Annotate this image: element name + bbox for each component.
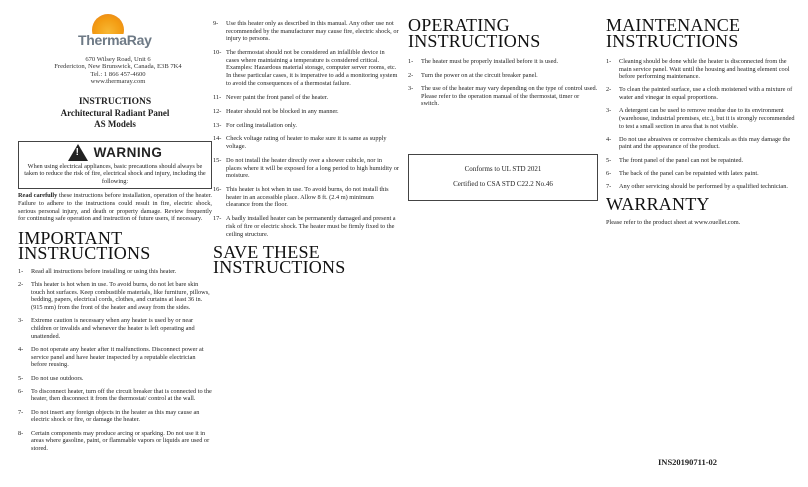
maintenance-list: [606, 58, 796, 191]
column-4: [606, 0, 796, 227]
list-item: 10- The thermostat should not be considered an infallible device in cases where maintaining a temperature is considered critical. Examples: Hazardous material storage, computer server rooms, etc. In these particular cases, it is imperative to add a monitoring system to avoid the consequences of a thermostat failure.: [213, 49, 398, 87]
list-item: 7- Do not insert any foreign objects in the heater as this may cause an electric shock or fire, or damage the heater.: [18, 408, 200, 424]
ul-conformity: Conforms to UL STD 2021: [464, 164, 542, 173]
product-name: Architectural Radiant Panel: [60, 107, 170, 118]
important-instructions-title: IMPORTANT INSTRUCTIONS: [18, 227, 151, 264]
intro-text: these instructions before installation, operation of the heater. Failure to adhere to the instructions could result in fire, electric shock, serious personal injury, and death or property damage. Review frequently for continuing safe operation and instruction of future users, if necessary.: [18, 192, 212, 223]
intro-paragraph: [18, 192, 212, 222]
save-instructions-title: SAVE THESE INSTRUCTIONS: [213, 241, 346, 278]
list-item: 13- For ceiling installation only.: [213, 121, 297, 129]
list-item: 17- A badly installed heater can be permanently damaged and present a risk of fire or electric shock. The heater must be firmly fixed to the ceiling structure.: [213, 215, 396, 238]
important-list-part-1: [18, 268, 212, 453]
column-1: [18, 0, 212, 458]
warning-heading: WARNING: [93, 144, 163, 160]
list-item: 2- Turn the power on at the circuit breaker panel.: [408, 71, 538, 79]
column-3: [408, 0, 598, 201]
column-2: [213, 0, 399, 276]
list-item: 7- Any other servicing should be performed by a qualified technician.: [606, 183, 788, 191]
list-item: 12- Heater should not be blocked in any manner.: [213, 107, 339, 115]
intro-bold: Read carefully: [18, 192, 58, 200]
document-title: INSTRUCTIONS: [78, 96, 152, 107]
operating-instructions-title: OPERATING INSTRUCTIONS: [408, 15, 541, 51]
conformity-box: [408, 154, 598, 201]
website-link[interactable]: www.thermaray.com: [90, 78, 146, 86]
list-item: 3- The use of the heater may vary depending on the type of control used. Please refer to the operation manual of the thermostat, timer or switch.: [408, 85, 598, 108]
list-item: 3- Extreme caution is necessary when any heater is used by or near children or invalids and whenever the heater is left operating and unattended.: [18, 317, 195, 340]
warranty-title: WARRANTY: [606, 193, 710, 214]
brand-logo: [18, 12, 212, 56]
operating-list: [408, 58, 598, 108]
list-item: 4- Do not operate any heater after it malfunctions. Disconnect power at service panel and have heater inspected by a reputable electrician before reusing.: [18, 345, 204, 369]
maintenance-instructions-title: MAINTENANCE INSTRUCTIONS: [606, 15, 741, 51]
list-item: 2- This heater is hot when in use. To avoid burns, do not let bare skin touch hot surfaces. Keep combustible materials, like furniture, pillows, bedding, papers, electrical cords, clothes, and curtains at least 36 in. (915 mm) from the front of the heater and away from the sides.: [18, 281, 210, 311]
list-item: 15- Do not install the heater directly over a shower cubicle, nor in places where it will be exposed for a long period to high humidity or moisture.: [213, 157, 399, 180]
list-item: 1- The heater must be properly installed before it is used.: [408, 58, 559, 65]
warning-icon: !: [68, 144, 88, 161]
warranty-text: Please refer to the product sheet at www.ouellet.com.: [606, 219, 741, 227]
company-address: [24, 56, 212, 86]
product-models: AS Models: [94, 119, 136, 130]
list-item: 3- A detergent can be used to remove residue due to its environment (warehouse, industrial premises, etc.), but it is strongly recommended to test a small section in area that is not visible.: [606, 107, 795, 130]
warning-text: When using electrical appliances, basic precautions should always be taken to reduce the risk of fire, electrical shock and injury, including the following:: [24, 162, 206, 185]
list-item: 6- The back of the panel can be repainted with latex paint.: [606, 169, 759, 177]
list-item: 5- The front panel of the panel can not be repainted.: [606, 156, 744, 164]
important-list-part-2: [213, 20, 399, 238]
address-line: Tel.: 1 866 457-4600: [90, 70, 146, 78]
list-item: 16- This heater is hot when in use. To avoid burns, do not install this heater in an accessible place. Allow 8 ft. (2.4 m) minimum clearance from the floor.: [213, 186, 389, 209]
address-line: 670 Wilsey Road, Unit 6: [85, 56, 151, 63]
warning-box: [18, 141, 212, 190]
list-item: 4- Do not use abrasives or corrosive chemicals as this may damage the paint and the appearance of the product.: [606, 135, 791, 151]
list-item: 6- To disconnect heater, turn off the circuit breaker that is connected to the heater, then disconnect it from the thermostat/ control at the wall.: [18, 387, 212, 403]
list-item: 2- To clean the painted surface, use a cloth moistened with a mixture of water and vinegar in equal proportions.: [606, 86, 793, 102]
list-item: 5- Do not use outdoors.: [18, 374, 84, 382]
list-item: 14- Check voltage rating of heater to make sure it is same as supply voltage.: [213, 135, 387, 151]
document-number: INS20190711-02: [658, 457, 718, 467]
csa-certification: Certified to CSA STD C22.2 No.46: [453, 179, 553, 188]
list-item: 1- Read all instructions before installing or using this heater.: [18, 267, 177, 275]
list-item: 1- Cleaning should be done while the heater is disconnected from the main service panel. Wait until the housing and heating element cool before performing maintenance.: [606, 58, 790, 81]
list-item: 8- Certain components may produce arcing or sparking. Do not use it in areas where gasoline, paint, or flammable vapors or liquids are used or stored.: [18, 429, 210, 453]
sun-logo-icon: [88, 12, 128, 34]
list-item: 11- Never paint the front panel of the heater.: [213, 93, 329, 101]
brand-name: ThermaRay: [78, 32, 152, 48]
list-item: 9- Use this heater only as described in this manual. Any other use not recommended by the manufacturer may cause fire, electric shock, or injury to persons.: [213, 20, 399, 43]
address-line: Fredericton, New Brunswick, Canada, E3B 7K4: [54, 63, 182, 71]
